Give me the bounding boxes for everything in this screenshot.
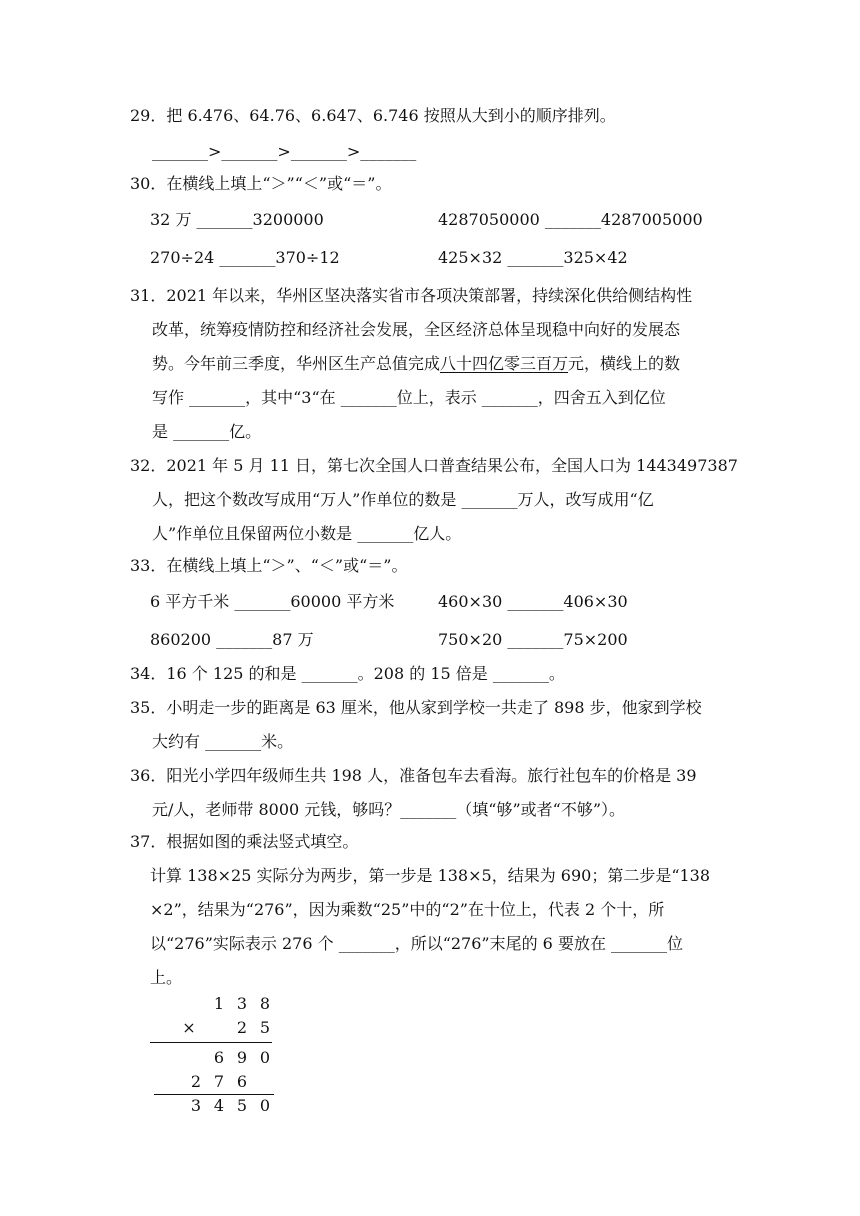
q37-line2: ×2”，结果为“276”，因为乘数“25”中的“2”在十位上，代表 2 个十，所 [150,900,665,919]
q29-prompt: 29．把 6.476、64.76、6.647、6.746 按照从大到小的顺序排列。 [130,106,616,125]
q32-line2[interactable]: 人，把这个数改写成用“万人”作单位的数是 _______万人，改写成用“亿 [152,490,654,509]
q33-row2-left[interactable]: 860200 _______87 万 [150,630,314,649]
q29-answer-blanks[interactable]: _______>_______>_______>_______ [152,142,417,161]
q31-line1: 31．2021 年以来，华州区坚决落实省市各项决策部署，持续深化供给侧结构性 [130,286,693,305]
partial-product-digit: 7 [213,1072,225,1091]
q31-underlined-number-words: 八十四亿零三百万 [440,354,569,373]
partial-product-digit: 6 [236,1072,248,1091]
times-sign: × [182,1018,196,1037]
sum-rule [154,1094,274,1095]
q30-prompt: 30．在横线上填上“＞”“＜”或“＝”。 [130,174,392,193]
q36-line2[interactable]: 元/人，老师带 8000 元钱，够吗？_______（填“够”或者“不够”）。 [152,800,626,819]
q35-line1: 35．小明走一步的距离是 63 厘米，他从家到学校一共走了 898 步，他家到学校 [130,698,702,717]
q31-line4[interactable]: 写作 _______，其中“3“在 _______位上，表示 _______，四舍五入到亿位 [152,388,666,407]
product-digit: 3 [190,1096,202,1115]
q37-line1: 计算 138×25 实际分为两步，第一步是 138×5，结果为 690；第二步是“138 [150,866,711,885]
multiplication-rule [150,1042,272,1043]
multiplier-digit: 5 [259,1018,271,1037]
partial-product-digit: 9 [236,1048,248,1067]
q37-prompt: 37．根据如图的乘法竖式填空。 [130,832,359,851]
q34-line1[interactable]: 34．16 个 125 的和是 _______。208 的 15 倍是 _______。 [130,664,565,683]
q30-row1-left[interactable]: 32 万 _______3200000 [150,210,324,229]
q30-row2-left[interactable]: 270÷24 _______370÷12 [150,248,340,267]
multiplicand-digit: 1 [213,994,225,1013]
product-digit: 5 [236,1096,248,1115]
partial-product-digit: 6 [213,1048,225,1067]
q33-prompt: 33．在横线上填上“＞”、“＜”或“＝”。 [130,556,408,575]
q32-line1: 32．2021 年 5 月 11 日，第七次全国人口普查结果公布，全国人口为 1443497387 [130,456,738,475]
q30-row1-right[interactable]: 4287050000 _______4287005000 [438,210,703,229]
q31-line3 [152,352,680,376]
multiplicand-digit: 8 [259,994,271,1013]
q31-line3-a: 势。今年前三季度，华州区生产总值完成 [152,354,441,373]
multiplicand-digit: 3 [236,994,248,1013]
q36-line1: 36．阳光小学四年级师生共 198 人，准备包车去看海。旅行社包车的价格是 39 [130,766,697,785]
q30-row2-right[interactable]: 425×32 _______325×42 [438,248,628,267]
q31-line5[interactable]: 是 _______亿。 [152,422,262,441]
product-digit: 0 [259,1096,271,1115]
q33-row2-right[interactable]: 750×20 _______75×200 [438,630,628,649]
partial-product-digit: 2 [190,1072,202,1091]
product-digit: 4 [213,1096,225,1115]
q37-line4: 上。 [150,968,183,987]
partial-product-digit: 0 [259,1048,271,1067]
q32-line3[interactable]: 人”作单位且保留两位小数是 _______亿人。 [152,524,462,543]
multiplier-digit: 2 [236,1018,248,1037]
q37-line3[interactable]: 以“276”实际表示 276 个 _______，所以“276”末尾的 6 要放在 _______位 [150,934,684,953]
q31-line2: 改革，统筹疫情防控和经济社会发展，全区经济总体呈现稳中向好的发展态 [152,320,681,339]
q33-row1-left[interactable]: 6 平方千米 _______60000 平方米 [150,592,395,611]
q33-row1-right[interactable]: 460×30 _______406×30 [438,592,628,611]
q35-line2[interactable]: 大约有 _______米。 [152,732,294,751]
q31-line3-b: 元，横线上的数 [568,354,681,373]
